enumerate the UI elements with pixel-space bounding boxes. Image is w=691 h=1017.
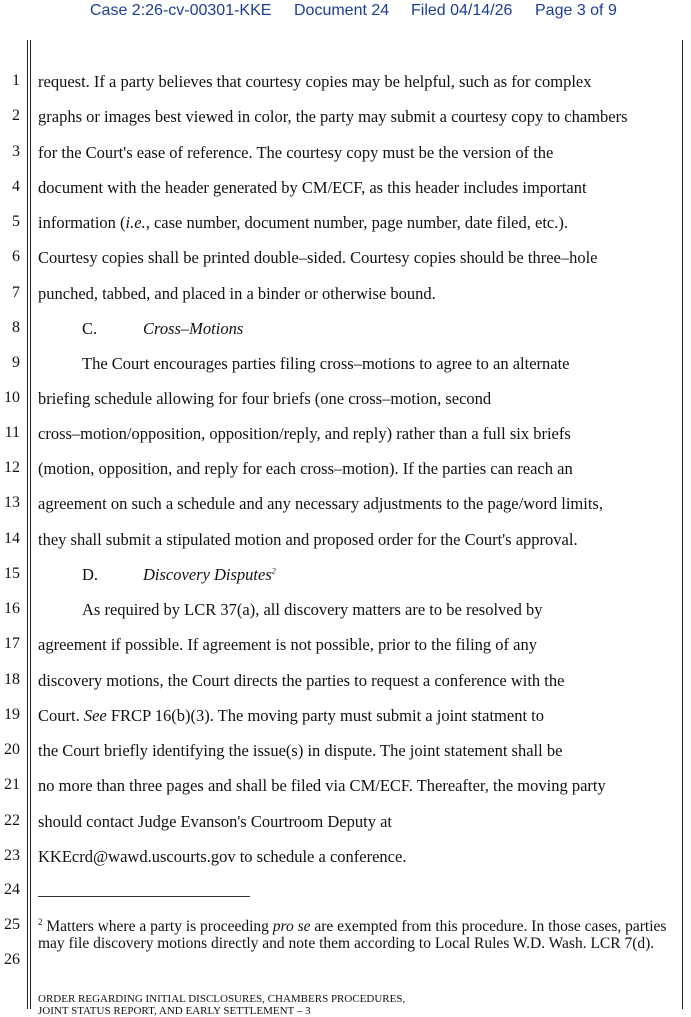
line-number: 21 xyxy=(4,776,20,793)
body-line: they shall submit a stipulated motion and proposed order for the Court's approval. xyxy=(38,530,578,549)
footnote-text: are exempted from this procedure. In those cases, parties may file discovery motions directly and note them according to Local Rules W.D. Wash. LCR 7(d). xyxy=(38,918,667,952)
body-line: discovery motions, the Court directs the parties to request a conference with the xyxy=(38,671,565,690)
line-number: 13 xyxy=(4,494,20,511)
line-number: 24 xyxy=(4,881,20,898)
case-number: Case 2:26-cv-00301-KKE xyxy=(90,2,272,19)
line-number: 16 xyxy=(4,600,20,617)
line-number: 10 xyxy=(4,389,20,406)
line-number: 25 xyxy=(4,916,20,933)
text-run: , case number, document number, page number, date filed, etc.). xyxy=(145,213,568,232)
left-margin-rule xyxy=(27,40,28,1009)
right-margin-rule xyxy=(682,40,683,1009)
left-margin-rule-inner xyxy=(30,40,31,1009)
body-line xyxy=(38,213,568,233)
footer-line-1: ORDER REGARDING INITIAL DISCLOSURES, CHAMBERS PROCEDURES, xyxy=(38,993,406,1005)
document-number: Document 24 xyxy=(294,2,390,19)
body-line: Courtesy copies shall be printed double–sided. Courtesy copies should be three–hole xyxy=(38,248,598,267)
line-number: 7 xyxy=(12,284,20,301)
document-footer xyxy=(38,993,406,1017)
body-line: agreement on such a schedule and any necessary adjustments to the page/word limits, xyxy=(38,494,603,513)
email-address-line: KKEcrd@wawd.uscourts.gov to schedule a conference. xyxy=(38,847,407,866)
body-line: request. If a party believes that courtesy copies may be helpful, such as for complex xyxy=(38,72,592,91)
footnote-marker: 2 xyxy=(38,916,43,927)
footnote-separator xyxy=(38,896,250,897)
section-c-title: Cross–Motions xyxy=(143,319,244,338)
line-number: 19 xyxy=(4,706,20,723)
body-line: The Court encourages parties filing cross–motions to agree to an alternate xyxy=(82,354,570,373)
text-run: Court. xyxy=(38,706,84,725)
body-line: graphs or images best viewed in color, the party may submit a courtesy copy to chambers xyxy=(38,107,628,126)
body-line: punched, tabbed, and placed in a binder or otherwise bound. xyxy=(38,284,436,303)
body-line: the Court briefly identifying the issue(s) in dispute. The joint statement shall be xyxy=(38,741,563,760)
body-line: document with the header generated by CM/ECF, as this header includes important xyxy=(38,178,587,197)
body-line: agreement if possible. If agreement is not possible, prior to the filing of any xyxy=(38,635,537,654)
line-number: 18 xyxy=(4,671,20,688)
text-run-italic: See xyxy=(83,706,107,725)
line-number: 4 xyxy=(12,178,20,195)
section-d-title-text: Discovery Disputes xyxy=(143,565,272,584)
line-number: 5 xyxy=(12,213,20,230)
footnote-text: Matters where a party is proceeding xyxy=(42,918,273,935)
section-d-title xyxy=(143,565,276,585)
footnote xyxy=(38,918,668,952)
body-line: As required by LCR 37(a), all discovery matters are to be resolved by xyxy=(82,600,543,619)
line-number: 15 xyxy=(4,565,20,582)
footnote-reference: 2 xyxy=(271,566,276,576)
text-run-italic: i.e. xyxy=(125,213,146,232)
body-line xyxy=(38,706,544,726)
line-number: 9 xyxy=(12,354,20,371)
line-number: 26 xyxy=(4,951,20,968)
body-line: (motion, opposition, and reply for each cross–motion). If the parties can reach an xyxy=(38,459,573,478)
line-number: 8 xyxy=(12,319,20,336)
text-run: information ( xyxy=(38,213,126,232)
footer-line-2: JOINT STATUS REPORT, AND EARLY SETTLEMENT – 3 xyxy=(38,1005,311,1017)
line-number: 11 xyxy=(4,424,20,441)
body-line: for the Court's ease of reference. The courtesy copy must be the version of the xyxy=(38,143,554,162)
line-number: 6 xyxy=(12,248,20,265)
filed-date: Filed 04/14/26 xyxy=(411,2,513,19)
line-number: 2 xyxy=(12,107,20,124)
body-line: briefing schedule allowing for four briefs (one cross–motion, second xyxy=(38,389,492,408)
line-number: 3 xyxy=(12,143,20,160)
line-number: 22 xyxy=(4,812,20,829)
line-number: 14 xyxy=(4,530,20,547)
line-number: 17 xyxy=(4,635,20,652)
footnote-italic: pro se xyxy=(272,918,311,935)
text-run: FRCP 16(b)(3). The moving party must submit a joint statment to xyxy=(106,706,544,725)
body-line: no more than three pages and shall be filed via CM/ECF. Thereafter, the moving party xyxy=(38,776,606,795)
line-number: 12 xyxy=(4,459,20,476)
body-line: cross–motion/opposition, opposition/reply, and reply) rather than a full six briefs xyxy=(38,424,571,443)
page-count: Page 3 of 9 xyxy=(535,2,617,19)
section-c-letter: C. xyxy=(82,319,98,338)
section-d-letter: D. xyxy=(82,565,99,584)
body-line: should contact Judge Evanson's Courtroom Deputy at xyxy=(38,812,393,831)
line-number: 23 xyxy=(4,847,20,864)
line-number: 1 xyxy=(12,72,20,89)
line-number: 20 xyxy=(4,741,20,758)
